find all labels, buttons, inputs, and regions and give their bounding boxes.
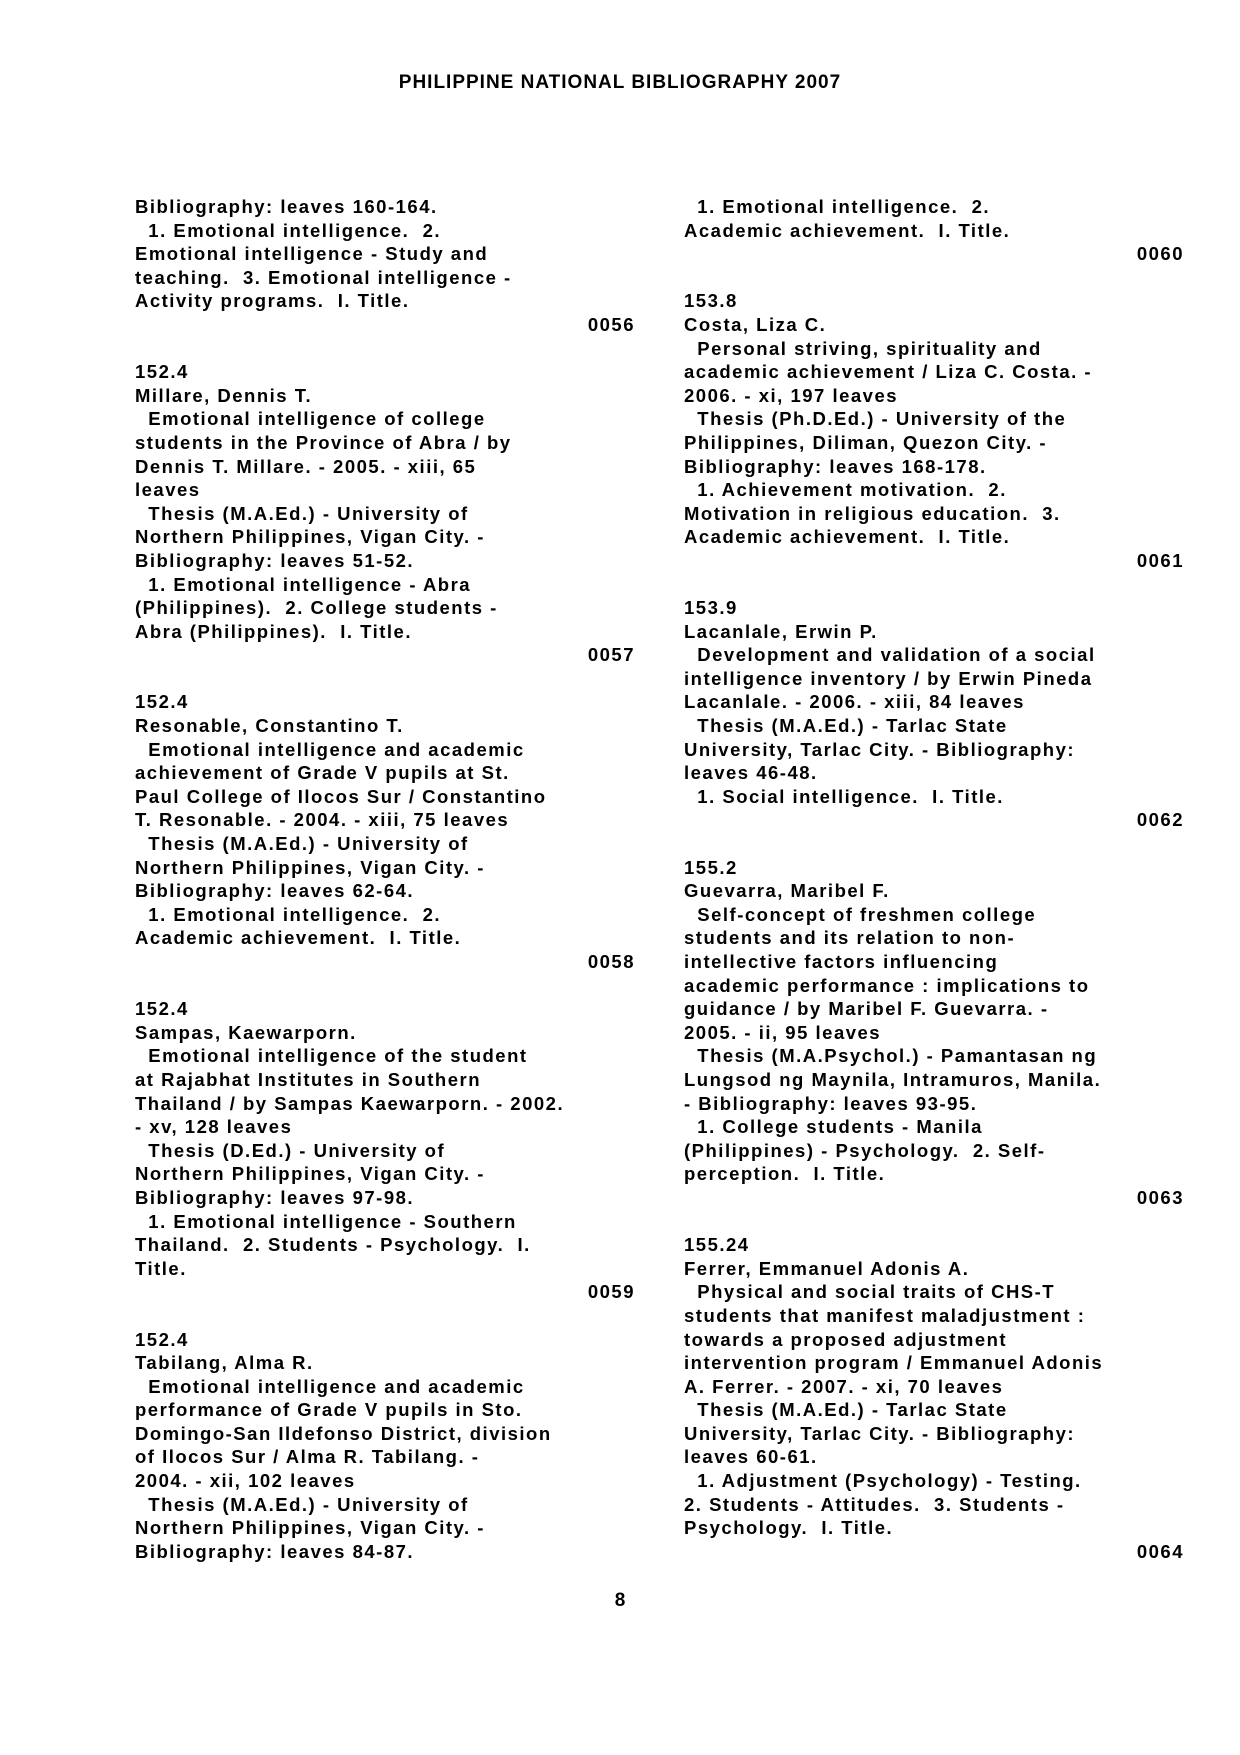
entry-line: Northern Philippines, Vigan City. - — [135, 526, 485, 548]
entry-line: University, Tarlac City. - Bibliography: — [684, 1422, 1076, 1444]
entry-line: 1. Achievement motivation. 2. — [684, 479, 1007, 501]
entry-line: 1. Emotional intelligence - Abra — [135, 573, 472, 595]
entry-line: 152.4 — [135, 691, 189, 713]
entry-line: intervention program / Emmanuel Adonis — [684, 1352, 1104, 1374]
page-number: 8 — [614, 1590, 626, 1611]
entry-line: Activity programs. I. Title. — [135, 290, 410, 312]
entry-line: academic performance : implications to — [684, 974, 1090, 996]
entry-line: Lungsod ng Maynila, Intramuros, Manila. — [684, 1068, 1102, 1090]
entry-line: Resonable, Constantino T. — [135, 715, 404, 737]
entry-line: Dennis T. Millare. - 2005. - xiii, 65 — [135, 455, 477, 477]
entry-number: 0064 — [1136, 1540, 1184, 1562]
entry-line: Motivation in religious education. 3. — [684, 502, 1061, 524]
entry-line: academic achievement / Liza C. Costa. - — [684, 361, 1093, 383]
page-header: PHILIPPINE NATIONAL BIBLIOGRAPHY 2007 — [398, 72, 842, 93]
entry-line: students in the Province of Abra / by — [135, 431, 512, 453]
entry-line: 1. Emotional intelligence. 2. — [135, 219, 442, 241]
entry-line: Bibliography: leaves 62-64. — [135, 880, 415, 902]
entry-line: University, Tarlac City. - Bibliography: — [684, 738, 1076, 760]
entry-line: 2. Students - Attitudes. 3. Students - — [684, 1493, 1065, 1515]
entry-number: 0059 — [587, 1281, 635, 1303]
entry-line: Emotional intelligence and academic — [135, 738, 525, 760]
entry-line: Tabilang, Alma R. — [135, 1352, 314, 1374]
entry-line: towards a proposed adjustment — [684, 1328, 1008, 1350]
entry-line: Costa, Liza C. — [684, 313, 827, 335]
entry-line: guidance / by Maribel F. Guevarra. - — [684, 998, 1049, 1020]
entry-line: Domingo-San Ildefonso District, division — [135, 1422, 552, 1444]
entry-line: (Philippines) - Psychology. 2. Self- — [684, 1139, 1046, 1161]
entry-line: 152.4 — [135, 998, 189, 1020]
entry-line: Thesis (M.A.Psychol.) - Pamantasan ng — [684, 1045, 1098, 1067]
entry-line: 1. Emotional intelligence. 2. — [135, 903, 442, 925]
entry-line: Thesis (M.A.Ed.) - University of — [135, 833, 469, 855]
entry-line: Sampas, Kaewarporn. — [135, 1021, 357, 1043]
entry-number: 0060 — [1136, 243, 1184, 265]
entry-line: Bibliography: leaves 160-164. — [135, 196, 438, 217]
entry-line: 1. Emotional intelligence - Southern — [135, 1210, 517, 1232]
entry-line: T. Resonable. - 2004. - xiii, 75 leaves — [135, 809, 510, 831]
entry-number: 0062 — [1136, 809, 1184, 831]
entry-line: Psychology. I. Title. — [684, 1517, 894, 1539]
entry-line: Lacanlale, Erwin P. — [684, 620, 878, 642]
entry-line: Lacanlale. - 2006. - xiii, 84 leaves — [684, 691, 1025, 713]
entry-line: 153.8 — [684, 290, 738, 312]
entry-line: Thesis (M.A.Ed.) - Tarlac State — [684, 1399, 1008, 1421]
blank-line — [684, 1210, 1184, 1234]
entry-line: Northern Philippines, Vigan City. - — [135, 856, 485, 878]
entry-number: 0058 — [587, 951, 635, 972]
entry-line: students and its relation to non- — [684, 927, 1016, 949]
entry-line: 155.2 — [684, 856, 738, 878]
entry-line: Paul College of Ilocos Sur / Constantino — [135, 785, 547, 807]
entry-line: Thesis (D.Ed.) - University of — [135, 1139, 446, 1161]
entry-line: Emotional intelligence - Study and — [135, 243, 489, 265]
entry-line: Academic achievement. I. Title. — [684, 219, 1011, 241]
entry-line: Bibliography: leaves 84-87. — [135, 1540, 415, 1562]
entry-number: 0057 — [587, 644, 635, 666]
blank-line — [135, 667, 635, 691]
entry-line: Bibliography: leaves 97-98. — [135, 1186, 415, 1208]
entry-line: leaves 46-48. — [684, 762, 818, 784]
entry-line: Academic achievement. I. Title. — [135, 927, 462, 949]
entry-line: teaching. 3. Emotional intelligence - — [135, 266, 512, 288]
blank-line — [135, 1304, 635, 1328]
entry-line: Thailand. 2. Students - Psychology. I. — [135, 1234, 531, 1256]
entry-line: 153.9 — [684, 597, 738, 619]
entry-line: Thailand / by Sampas Kaewarporn. - 2002. — [135, 1092, 565, 1114]
entry-line: 1. Social intelligence. I. Title. — [684, 785, 1004, 807]
entry-line: 1. Emotional intelligence. 2. — [684, 196, 991, 217]
entry-line: Personal striving, spirituality and — [684, 337, 1042, 359]
entry-line: Emotional intelligence of college — [135, 408, 486, 430]
entry-line: leaves 60-61. — [684, 1446, 818, 1468]
entry-line: Academic achievement. I. Title. — [684, 526, 1011, 548]
entry-line: Self-concept of freshmen college — [684, 903, 1037, 925]
entry-line: 152.4 — [135, 361, 189, 383]
entry-line: 1. Adjustment (Psychology) - Testing. — [684, 1470, 1082, 1492]
blank-line — [135, 337, 635, 361]
entry-number: 0056 — [587, 313, 635, 335]
entry-line: leaves — [135, 479, 201, 501]
entry-line: Northern Philippines, Vigan City. - — [135, 1163, 485, 1185]
entry-line: intellective factors influencing — [684, 951, 999, 972]
entry-line: Millare, Dennis T. — [135, 384, 313, 406]
entry-number: 0061 — [1136, 549, 1184, 571]
right-column — [684, 195, 1184, 1563]
entry-line: 2004. - xii, 102 leaves — [135, 1470, 356, 1492]
entry-line: Ferrer, Emmanuel Adonis A. — [684, 1257, 970, 1279]
entry-line: 2005. - ii, 95 leaves — [684, 1021, 882, 1043]
entry-line: 2006. - xi, 197 leaves — [684, 384, 899, 406]
blank-line — [135, 974, 635, 998]
entry-line: Bibliography: leaves 168-178. — [684, 455, 987, 477]
entry-line: Northern Philippines, Vigan City. - — [135, 1517, 485, 1539]
entry-line: 1. College students - Manila — [684, 1116, 983, 1138]
entry-line: Thesis (Ph.D.Ed.) - University of the — [684, 408, 1067, 430]
blank-line — [684, 832, 1184, 856]
entry-line: performance of Grade V pupils in Sto. — [135, 1399, 523, 1421]
entry-line: Physical and social traits of CHS-T — [684, 1281, 1056, 1303]
left-column — [135, 195, 635, 1563]
entry-line: Emotional intelligence of the student — [135, 1045, 528, 1067]
entry-line: Philippines, Diliman, Quezon City. - — [684, 431, 1048, 453]
entry-line: 152.4 — [135, 1328, 189, 1350]
entry-line: - xv, 128 leaves — [135, 1116, 293, 1138]
entry-line: Emotional intelligence and academic — [135, 1375, 525, 1397]
entry-line: Development and validation of a social — [684, 644, 1096, 666]
entry-line: of Ilocos Sur / Alma R. Tabilang. - — [135, 1446, 480, 1468]
entry-line: Abra (Philippines). I. Title. — [135, 620, 412, 642]
blank-line — [684, 266, 1184, 290]
entry-line: - Bibliography: leaves 93-95. — [684, 1092, 978, 1114]
entry-line: intelligence inventory / by Erwin Pineda — [684, 667, 1093, 689]
entry-line: achievement of Grade V pupils at St. — [135, 762, 510, 784]
entry-line: (Philippines). 2. College students - — [135, 597, 498, 619]
entry-line: Title. — [135, 1257, 187, 1279]
entry-number: 0063 — [1136, 1186, 1184, 1208]
entry-line: Thesis (M.A.Ed.) - University of — [135, 1493, 469, 1515]
entry-line: students that manifest maladjustment : — [684, 1304, 1086, 1326]
entry-line: Thesis (M.A.Ed.) - University of — [135, 502, 469, 524]
entry-line: A. Ferrer. - 2007. - xi, 70 leaves — [684, 1375, 1004, 1397]
blank-line — [684, 573, 1184, 597]
entry-line: Guevarra, Maribel F. — [684, 880, 890, 902]
entry-line: perception. I. Title. — [684, 1163, 886, 1185]
entry-line: Bibliography: leaves 51-52. — [135, 549, 415, 571]
entry-line: at Rajabhat Institutes in Southern — [135, 1068, 481, 1090]
entry-line: 155.24 — [684, 1234, 750, 1256]
entry-line: Thesis (M.A.Ed.) - Tarlac State — [684, 715, 1008, 737]
